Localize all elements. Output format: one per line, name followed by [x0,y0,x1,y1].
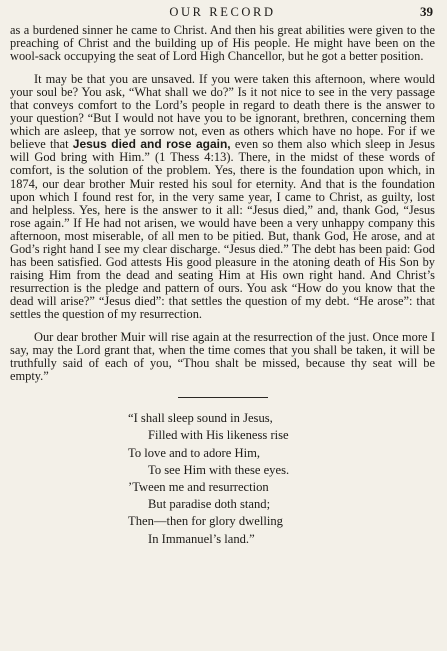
page-number: 39 [420,4,433,19]
verse-line: In Immanuel’s land.” [148,531,255,546]
verse-line: To see Him with these eyes. [148,462,290,477]
emphasis-text: Jesus died and rose again, [72,137,231,152]
body-text [10,24,435,383]
paragraph-text: even so them also which sleep in Jesus will God bring with Him.” (1 Thess 4:13). There, in the midst of these words of comfort, is the solution of the problem. Yes, there is the foundation upon which, in 1874, our dear brother Muir rested his soul for eternity. And that is the foundation upon which I found rest for, in the very same year, I came to Christ, as guilty, lost and helpless. Yes, here is the answer to it all: “Jesus died,” and, thank God, “Jesus rose again.” If He had not arisen, we would have been a very unhappy company this afternoon, most miserable, of all men to be pitied. But, thank God, He arose, and at God’s right hand I see my clear discharge. “Jesus died.” The debt has been paid: God has been satisfied. God attests His good pleasure in the atoning death of His Son by raising Him from the dead and seating Him at His own right hand. And Christ’s resurrection is the pledge and pattern of ours. You ask “How do you know that the dead will arise?” “Jesus died”: that settles the question of my debt. “He arose”: that settles the question of my resurrection. [10,137,435,321]
verse-line: To love and to adore Him, [128,445,261,460]
verse-line: ’Tween me and resurrection [128,480,269,495]
verse-line: But paradise doth stand; [148,497,271,512]
hymn-verse [128,410,435,548]
paragraph-continuation: as a burdened sinner he came to Christ. And then his great abilities were given to the preaching of Christ and the building up of His people. He might have been on the wool-sack occupying the seat of Lord High Chancellor, but he got a better position. [10,23,435,64]
verse-line: Filled with His likeness rise [148,428,289,443]
section-divider [178,397,268,398]
paragraph-text: It may be that you are unsaved. If you were taken this afternoon, where would your soul be? You ask, “What shall we do?” Is it not nice to see in the very passage that conveys comfort to the Lord’s people in regard to death there is the answer to your question? “But I would not have you to be ignorant, brethren, concerning them which are asleep, that ye sorrow not, even as others which have no hope. For if we believe that [10,72,435,152]
running-title: OUR RECORD [169,5,276,19]
verse-line: “I shall sleep sound in Jesus, [128,411,273,426]
running-header [10,0,435,24]
paragraph-muir: Our dear brother Muir will rise again at the resurrection of the just. Once more I say, may the Lord grant that, when the time comes that you shall be taken, it will be truthfully said of each of you, “Thou shalt be missed, because thy seat will be empty.” [10,330,435,384]
paragraph-unsaved [10,73,435,321]
verse-line: Then—then for glory dwelling [128,514,283,529]
